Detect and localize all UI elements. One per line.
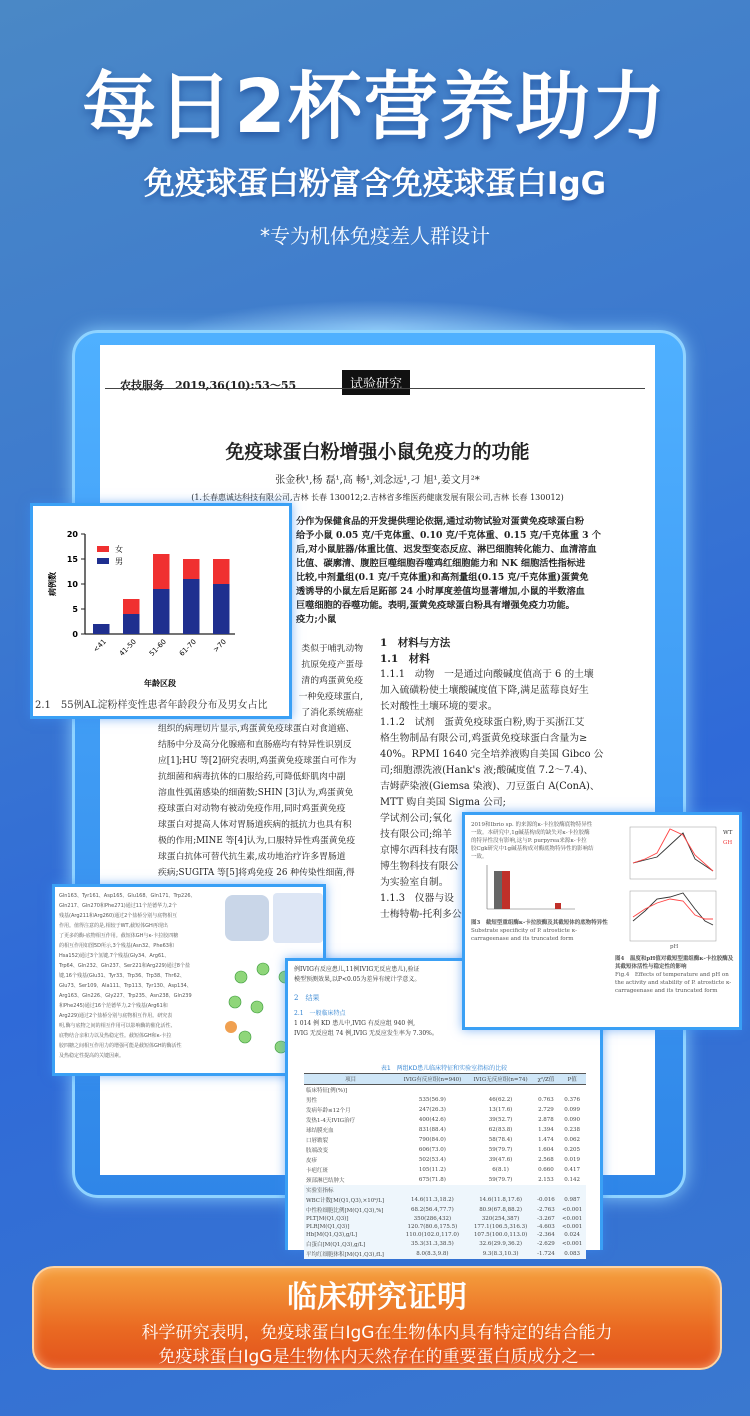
text-line: 的特异性没有影响,这与P. purpyrea来源κ-卡拉 bbox=[471, 838, 587, 844]
text-line: 1.1.1 动物 一是通过向酸碱度值高于 6 的土壤 bbox=[380, 669, 594, 680]
table-cell: 0.024 bbox=[564, 1232, 580, 1238]
text-line: 给予小鼠 0.05 克/千克体重、0.10 克/千克体重、0.15 克/千克体重 3 个 bbox=[296, 530, 601, 541]
bar-male bbox=[123, 614, 140, 634]
table-cell: 35.3(31.3,38.5) bbox=[411, 1241, 454, 1247]
table-cell: WBC计数[M(Q1,Q3),×10⁹/L] bbox=[306, 1198, 385, 1204]
banner-title: 临床研究证明 bbox=[287, 1280, 467, 1315]
table-row bbox=[304, 1155, 586, 1165]
table-cell: 发热1-4天IVIG治疗 bbox=[306, 1118, 356, 1124]
text-line: 博生物科技有限公 bbox=[380, 861, 459, 872]
table-cell: -2.629 bbox=[537, 1241, 555, 1247]
text-line: 应[1];HU 等[2]研究表明,鸡蛋黄免疫球蛋白可作为 bbox=[158, 756, 357, 766]
table-cell: 68.2(56.4,77.7) bbox=[411, 1207, 454, 1213]
text-line: 透诱导的小鼠左后足跖部 24 小时厚度差值均显著增加,小鼠的半数溶血 bbox=[296, 586, 585, 597]
table-row bbox=[304, 1249, 586, 1259]
table-cell: 0.376 bbox=[564, 1097, 580, 1103]
table-cell: 13(17.6) bbox=[488, 1107, 513, 1113]
table-cell: 6(8.1) bbox=[492, 1167, 509, 1173]
table-cell: 平均红细胞体积[M(Q1,Q3),fL] bbox=[306, 1252, 384, 1258]
table-cell: 502(53.4) bbox=[418, 1157, 446, 1163]
x-tick-label: <41 bbox=[91, 637, 108, 654]
enzyme-line-charts bbox=[615, 815, 725, 951]
line-gh bbox=[633, 829, 713, 871]
bar-male bbox=[183, 579, 200, 634]
text-line: 残基(Arg211和Arg260)通过2个盐桥分别与底物相互 bbox=[59, 913, 178, 919]
table-cell: -3.267 bbox=[537, 1216, 555, 1222]
text-line: 吉姆萨染液(Giemsa 染液)、刀豆蛋白 A(ConA)、 bbox=[380, 781, 600, 792]
column-header: P值 bbox=[558, 1074, 586, 1085]
table-cell: -0.016 bbox=[537, 1197, 555, 1203]
y-tick-label: 15 bbox=[66, 555, 78, 564]
section-badge: 试验研究 bbox=[342, 370, 410, 395]
table-cell: 14.6(11.3,18.2) bbox=[411, 1197, 454, 1203]
table-cell: 2.153 bbox=[538, 1177, 554, 1183]
table-row bbox=[304, 1135, 586, 1145]
text-line: 加入硫磺粉使土壤酸碱度值下降,满足蓝莓良好生 bbox=[380, 685, 589, 696]
table-cell: 2.878 bbox=[538, 1117, 554, 1123]
bar-male bbox=[213, 584, 230, 634]
table-cell: 107.5(100.0,113.0) bbox=[473, 1232, 528, 1238]
table-row bbox=[304, 1195, 586, 1205]
table-cell: 卡疤红斑 bbox=[306, 1168, 329, 1174]
x-axis-label: 年龄区段 bbox=[144, 679, 176, 688]
table-cell: 606(73.0) bbox=[418, 1147, 446, 1153]
table-cell: 32.6(29.9,36.2) bbox=[479, 1241, 522, 1247]
table-cell: 白蛋白[M(Q1,Q3),g/L] bbox=[306, 1242, 366, 1248]
tagline: *专为机体免疫差人群设计 bbox=[260, 224, 490, 248]
table-row bbox=[304, 1165, 586, 1175]
table-cell: 1.604 bbox=[538, 1147, 554, 1153]
table-cell bbox=[397, 1085, 467, 1096]
table-cell: 790(84.0) bbox=[418, 1137, 446, 1143]
text-line: 作用。值得注意的是,相较于WT,截短体GH再现出 bbox=[59, 923, 168, 929]
text-line: 胶四糖之间相互作用力的增强可能是截短体GH的酶活性 bbox=[59, 1043, 182, 1049]
text-line: 为实验室自制。 bbox=[380, 877, 449, 888]
text-line: 分作为保健食品的开发提供理论依据,通过动物试验对蛋黄免疫球蛋白粉 bbox=[296, 516, 585, 527]
table-cell: 0.019 bbox=[564, 1157, 580, 1163]
table-cell: <0.001 bbox=[561, 1241, 583, 1247]
table-cell: 350(286,432) bbox=[413, 1216, 452, 1222]
table-cell: -4.603 bbox=[537, 1224, 555, 1230]
subsection-heading: 2.1 一般临床特点 bbox=[294, 1010, 346, 1017]
text-line: 键,16个残基(Glu31、Tyr33、Trp36、Trp38、Thr62、 bbox=[59, 973, 185, 979]
bar-female bbox=[123, 599, 140, 614]
table-cell: 0.417 bbox=[564, 1167, 580, 1173]
table-cell: <0.001 bbox=[561, 1207, 583, 1213]
table-cell: PLT[M(Q1,Q3)] bbox=[306, 1216, 349, 1222]
table-cell: 59(79.7) bbox=[488, 1177, 513, 1183]
temperature-line-chart bbox=[630, 827, 716, 879]
table-row bbox=[304, 1085, 586, 1096]
table-cell: 肢端改变 bbox=[306, 1148, 329, 1154]
table-cell: 110.0(102.0,117.0) bbox=[405, 1232, 460, 1238]
bar-wt bbox=[494, 871, 502, 909]
text-line: 巨噬细胞的吞噬功能。表明,蛋黄免疫球蛋白粉具有增强免疫力功能。 bbox=[296, 600, 575, 611]
table-cell: 0.987 bbox=[564, 1197, 580, 1203]
table-cell: 0.142 bbox=[564, 1177, 580, 1183]
table-cell bbox=[558, 1085, 586, 1096]
text-line: Arg163、Gln226、Gly227、Trp235、Asn238、Gln239 bbox=[59, 993, 192, 999]
text-line: 溶血性弧菌感染的细菌数;SHIN [3]认为,鸡蛋黄免 bbox=[158, 788, 354, 798]
y-tick-label: 0 bbox=[72, 630, 78, 639]
legend-label: 男 bbox=[115, 557, 123, 566]
table-cell: 0.660 bbox=[538, 1167, 554, 1173]
table-cell: 9.3(8.3,10.3) bbox=[482, 1251, 519, 1257]
bar-female bbox=[213, 559, 230, 584]
table-cell: 535(56.9) bbox=[418, 1097, 446, 1103]
table-cell bbox=[534, 1085, 559, 1096]
paper-abstract bbox=[296, 515, 648, 627]
banner-line-2: 免疫球蛋白IgG是生物体内天然存在的重要蛋白质成分之一 bbox=[158, 1347, 596, 1367]
paper-title: 免疫球蛋白粉增强小鼠免疫力的功能 bbox=[225, 441, 530, 463]
bar-gh-4 bbox=[555, 903, 561, 909]
text-line: Glu73、Ser109、Ala111、Trp113、Tyr130、Asp134、 bbox=[59, 983, 192, 989]
enzyme-left-panel bbox=[471, 821, 613, 943]
docking-text bbox=[59, 891, 219, 1061]
table-row bbox=[304, 1185, 586, 1195]
text-line: 格生物制品有限公司,鸡蛋黄免疫球蛋白含量为≥ bbox=[380, 733, 588, 744]
text-line: 抗原免疫产蛋母 bbox=[301, 660, 363, 670]
legend-swatch bbox=[97, 546, 109, 552]
text-line: 类似于哺乳动物 bbox=[301, 644, 363, 654]
table-cell: 247(26.3) bbox=[418, 1107, 446, 1113]
fig4-caption: 图4 温度和pH值对截短型重组酶κ-卡拉胶酶及其截短体活性与稳定性的影响 bbox=[615, 956, 734, 970]
table-row bbox=[304, 1175, 586, 1185]
bar-female bbox=[153, 554, 170, 589]
text-line: 的相互作用如图5D所示,3个残基(Asn32、Phe63和 bbox=[59, 943, 174, 949]
column-header: IVIG有反应组(n=940) bbox=[397, 1074, 467, 1085]
text-line: 后,对小鼠脏器/体重比值、迟发型变态反应、淋巴细胞转化能力、血清溶血 bbox=[296, 544, 597, 555]
column-header: 项目 bbox=[304, 1074, 397, 1085]
text-line: 极的作用;MINE 等[4]认为,口服特异性鸡蛋黄免疫 bbox=[158, 836, 356, 846]
table-cell: 球结膜充血 bbox=[306, 1128, 334, 1134]
text-line: 司;细胞漂洗液(Hank's 液;酸碱度值 7.2～7.4)、 bbox=[380, 765, 594, 776]
table-cell: 831(88.4) bbox=[418, 1127, 446, 1133]
text-line: 结肠中分及高分化腺癌和直肠癌均有特异性识别反 bbox=[158, 740, 352, 750]
y-tick-label: 5 bbox=[72, 605, 78, 614]
table-row bbox=[304, 1125, 586, 1135]
text-line: Trp64、Gln232、Gln237、Ser221和Arg229)通过8个盐 bbox=[59, 963, 190, 969]
text-line: 比较,中剂量组(0.1 克/千克体重)和高剂量组(0.15 克/千克体重)蛋黄免 bbox=[296, 572, 589, 583]
table-cell: 120.7(80.6,175.5) bbox=[407, 1224, 458, 1230]
table-cell: 675(71.8) bbox=[418, 1177, 446, 1183]
table-cell: <0.001 bbox=[561, 1224, 583, 1230]
line-wt bbox=[633, 833, 713, 871]
table-cell: 1.394 bbox=[538, 1127, 554, 1133]
text-line: 疾病;SUGITA 等[5]将鸡免疫 26 种传染性细菌,得 bbox=[158, 868, 355, 878]
bar-male bbox=[93, 624, 110, 634]
text-line: 40%。RPMI 1640 完全培养液购自美国 Gibco 公 bbox=[380, 749, 604, 760]
legend-label: 女 bbox=[115, 545, 123, 554]
clinical-proof-banner bbox=[32, 1266, 722, 1370]
text-line: 胶Cgk研究中1g碱基构成对酶底物特异性的影响结 bbox=[471, 846, 594, 852]
table-cell: 男性 bbox=[306, 1098, 318, 1104]
text-line: Arg229)通过2个盐桥分别与底物相互作用。研究表 bbox=[59, 1013, 173, 1019]
text-line: 1 材料与方法 bbox=[380, 637, 451, 649]
table-cell: 0.090 bbox=[564, 1117, 580, 1123]
column-header: IVIG无反应组(n=74) bbox=[468, 1074, 534, 1085]
table-cell: -1.724 bbox=[537, 1251, 555, 1257]
table-cell: 发病年龄≤12个月 bbox=[306, 1108, 351, 1114]
text-line: 及热稳定性提高的关键因素。 bbox=[59, 1053, 125, 1059]
chart-caption: 2.1 55例AL淀粉样变性患者年龄段分布及男女占比 bbox=[35, 700, 268, 711]
text-line: IVIG 无反应组 74 例,IVIG 无反应发生率为 7.30%。 bbox=[294, 1030, 438, 1037]
table-row bbox=[304, 1095, 586, 1105]
text-line: 明,酶与底物之间的相互作用可以影响酶的催化活性、 bbox=[59, 1023, 176, 1029]
text-line: 球蛋白对提高人体对胃肠道疾病的抵抗力也具有积 bbox=[158, 820, 352, 830]
text-line: 1 014 例 KD 患儿中,IVIG 有反应组 940 例, bbox=[294, 1020, 416, 1027]
y-tick-label: 20 bbox=[66, 530, 78, 539]
text-line: 士梅特勒-托利多公 bbox=[380, 909, 462, 920]
table-row bbox=[304, 1223, 586, 1231]
text-line: 1.1.2 试剂 蛋黄免疫球蛋白粉,购于买浙江艾 bbox=[380, 717, 585, 728]
age-distribution-chart bbox=[33, 506, 289, 696]
column-header: χ²/Z值 bbox=[534, 1074, 559, 1085]
y-axis-label: 病例数 bbox=[48, 572, 57, 596]
x-tick-label: >70 bbox=[211, 637, 228, 654]
table-row bbox=[304, 1205, 586, 1215]
x-tick-label: 61-70 bbox=[177, 637, 198, 658]
table-row bbox=[304, 1105, 586, 1115]
table-row bbox=[304, 1215, 586, 1223]
bar-male bbox=[153, 589, 170, 634]
table-cell: 58(78.4) bbox=[488, 1137, 513, 1143]
text-line: 了消化系统癌症 bbox=[301, 708, 363, 718]
text-line: 疫力;小鼠 bbox=[296, 614, 337, 625]
clinical-table bbox=[304, 1073, 586, 1259]
text-line: 京博尔西科技有限 bbox=[380, 845, 459, 856]
bar-gh bbox=[502, 871, 510, 909]
x-axis-label: pH bbox=[670, 944, 679, 950]
table-cell: 39(52.7) bbox=[488, 1117, 513, 1123]
table-cell: 46(62.2) bbox=[488, 1097, 513, 1103]
table-cell: 0.083 bbox=[564, 1251, 580, 1257]
journal-info: 农技服务 2019,36(10):53～55 bbox=[120, 379, 297, 392]
text-line: 1.1 材料 bbox=[380, 653, 430, 665]
fig3-caption-en: Substrate specificity of P. atrosticte κ-carrageenase and its truncated form bbox=[471, 928, 577, 942]
table-cell: -2.763 bbox=[537, 1207, 555, 1213]
age-distribution-card bbox=[30, 503, 292, 719]
table-cell: 临床特征[例(%)] bbox=[306, 1088, 348, 1094]
table-row bbox=[304, 1145, 586, 1155]
table-cell: 0.238 bbox=[564, 1127, 580, 1133]
table-cell: 400(42.6) bbox=[418, 1117, 446, 1123]
paper-authors: 张金秋¹,杨 磊¹,高 畅¹,刘念远¹,刁 旭¹,姜文月²* bbox=[275, 475, 480, 486]
table-cell bbox=[534, 1185, 559, 1195]
text-line: 模型预测效果,以P<0.05为差异有统计学意义。 bbox=[294, 976, 421, 983]
text-line: 一致。本研究中,1g碱基构成的缺失对κ-卡拉胶酶 bbox=[471, 830, 590, 836]
x-tick-label: 41-50 bbox=[117, 637, 138, 658]
x-tick-label: 51-60 bbox=[147, 637, 168, 658]
table-cell: 0.205 bbox=[564, 1147, 580, 1153]
enzyme-figure-card bbox=[462, 812, 742, 1030]
table-cell bbox=[558, 1185, 586, 1195]
table-cell: 62(83.8) bbox=[488, 1127, 513, 1133]
table-row bbox=[304, 1231, 586, 1239]
fig4-caption-en: Fig.4 Effects of temperature and pH on the activity and stability of P. atrosticte κ-carrageenase and its truncated form bbox=[615, 972, 732, 994]
text-line: 一致。 bbox=[471, 854, 488, 860]
table-cell: 中性粒细胞比例[M(Q1,Q3),%] bbox=[306, 1208, 384, 1214]
table-cell: -2.364 bbox=[537, 1232, 555, 1238]
bar-female bbox=[183, 559, 200, 579]
table-cell: 2.729 bbox=[538, 1107, 554, 1113]
enzyme-text bbox=[471, 821, 613, 861]
table-cell: 0.099 bbox=[564, 1107, 580, 1113]
text-line: Gln217、Gln270和Phe271)通过11个范德华力,2个 bbox=[59, 903, 177, 909]
table-cell: 8.0(8.3,9.8) bbox=[416, 1251, 449, 1257]
text-line: 底物结合亲和力以及热稳定性。截短体GH和κ-卡拉 bbox=[59, 1033, 172, 1039]
substrate-bar-chart bbox=[471, 861, 611, 913]
text-line: 技有限公司;绵羊 bbox=[380, 829, 452, 840]
text-line: Gln163、Tyr161、Asp165、Glu168、Gln171、Trp226、 bbox=[59, 893, 196, 899]
text-line: 2019和Ibrio sp. 的来源的κ-卡拉胶酶底物特异性 bbox=[471, 822, 593, 828]
text-line: 学试剂公司;氧化 bbox=[380, 813, 452, 824]
section-heading: 2 结果 bbox=[294, 994, 320, 1002]
text-line: 长对酸性土壤环境的要求。 bbox=[380, 701, 498, 712]
text-line: 了更多的酶-底物相互作用。截短体GH与κ-卡拉胶四糖 bbox=[59, 933, 179, 939]
table-cell: PLR[M(Q1,Q3)] bbox=[306, 1224, 350, 1230]
text-line: Hsa152)通过3个氢键,7个残基(Gly34、Arg61、 bbox=[59, 953, 170, 959]
table-cell: 80.9(67.8,88.2) bbox=[479, 1207, 522, 1213]
divider bbox=[105, 388, 645, 389]
table-cell: 口唇皲裂 bbox=[306, 1138, 329, 1144]
table-cell bbox=[397, 1185, 467, 1195]
y-tick-label: 10 bbox=[66, 580, 78, 589]
text-line: 抗细菌和病毒抗体的口服给药,可降低虾肌肉中副 bbox=[158, 772, 346, 782]
table-cell: 0.763 bbox=[538, 1097, 554, 1103]
table-cell: 59(79.7) bbox=[488, 1147, 513, 1153]
subheadline: 免疫球蛋白粉富含免疫球蛋白IgG bbox=[143, 166, 607, 202]
text-line: 球蛋白抗体可替代抗生素,成功地治疗许多胃肠道 bbox=[158, 852, 346, 862]
table-cell: 0.062 bbox=[564, 1137, 580, 1143]
table-cell: <0.001 bbox=[561, 1216, 583, 1222]
table-cell: 皮疹 bbox=[306, 1158, 318, 1164]
banner-line-1: 科学研究表明，免疫球蛋白IgG在生物体内具有特定的结合能力 bbox=[141, 1323, 613, 1343]
legend-swatch bbox=[97, 558, 109, 564]
table-cell: 105(11.2) bbox=[418, 1167, 446, 1173]
ph-line-chart bbox=[630, 891, 716, 941]
table-cell: 实验室指标 bbox=[306, 1188, 334, 1194]
paper-affiliation: (1.长春惠诚达科技有限公司,吉林 长春 130012;2.吉林省多维医药健康发展有限公司,吉林 长春 130012) bbox=[191, 493, 564, 502]
table-cell: 39(47.6) bbox=[488, 1157, 513, 1163]
text-line: 例IVIG有反应患儿,11例IVIG无反应患儿),验证 bbox=[294, 966, 420, 973]
table-cell: 1.474 bbox=[538, 1137, 554, 1143]
fig3-caption: 图3 截短型重组酶κ-卡拉胶酶及其截短体的底物特异性 bbox=[471, 920, 608, 926]
table-cell: 2.568 bbox=[538, 1157, 554, 1163]
enzyme-right-captions bbox=[615, 955, 737, 995]
table-cell: 320(254,387) bbox=[481, 1216, 520, 1222]
table-cell bbox=[468, 1185, 534, 1195]
text-line: 组织的病理切片显示,鸡蛋黄免疫球蛋白对食道癌、 bbox=[158, 724, 355, 734]
table-cell: Hb[M(Q1,Q3),g/L] bbox=[306, 1232, 358, 1238]
text-line: 1.1.3 仪器与设 bbox=[380, 893, 454, 904]
text-line: 比值、碳廓清、腹腔巨噬细胞吞噬鸡红细胞能力和 NK 细胞活性指标进 bbox=[296, 558, 586, 569]
text-line: 清的鸡蛋黄免疫 bbox=[301, 676, 363, 686]
table-title: 表1 两组KD患儿临床特征和实验室指标的比较 bbox=[380, 1065, 508, 1072]
table-row bbox=[304, 1239, 586, 1249]
text-line: 和Phe245)通过16个范德华力,2个残基(Arg61和 bbox=[59, 1003, 168, 1009]
headline: 每日2杯营养助力 bbox=[82, 64, 668, 150]
table-cell: 14.6(11.8,17.6) bbox=[479, 1197, 522, 1203]
legend-wt: WT bbox=[723, 830, 733, 836]
legend-gh: GH bbox=[723, 840, 733, 846]
text-line: MTT 购自美国 Sigma 公司; bbox=[380, 797, 506, 808]
table-cell: 颈部淋巴结肿大 bbox=[306, 1178, 345, 1184]
table-cell bbox=[468, 1085, 534, 1096]
text-line: 一种免疫球蛋白, bbox=[298, 692, 363, 702]
table-cell: 177.1(106.5,316.3) bbox=[473, 1224, 528, 1230]
text-line: 疫球蛋白对动物有被动免疫作用,同时鸡蛋黄免疫 bbox=[158, 804, 346, 814]
table-row bbox=[304, 1115, 586, 1125]
